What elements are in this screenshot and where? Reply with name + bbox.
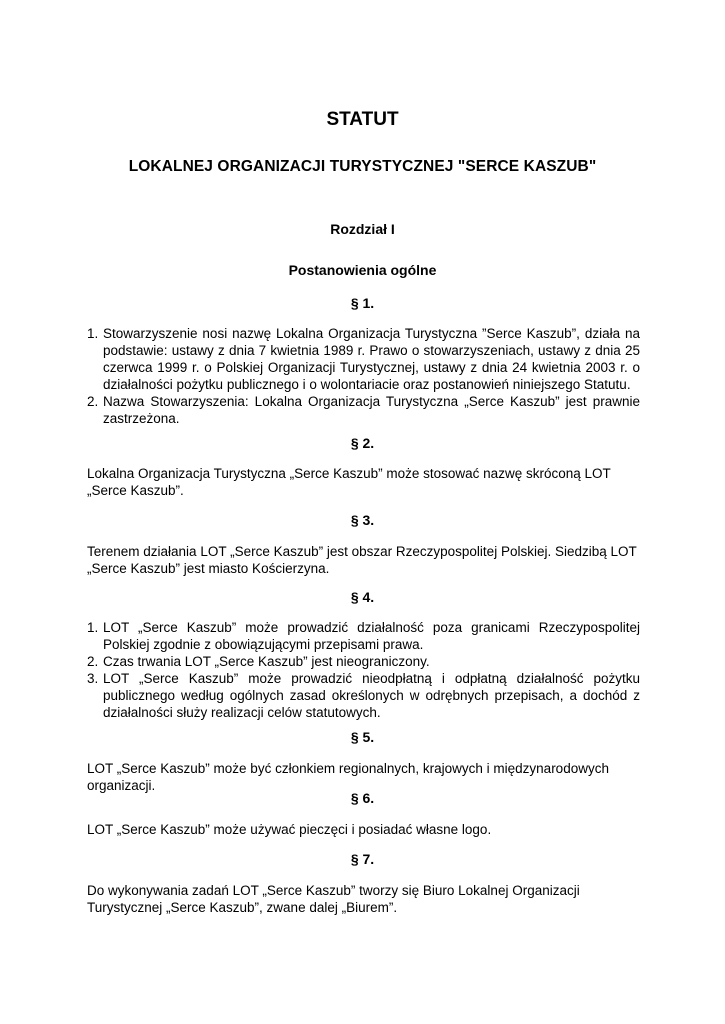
chapter-title: Postanowienia ogólne (288, 262, 437, 278)
section-2-text: Lokalna Organizacja Turystyczna „Serce Kaszub” może stosować nazwę skróconą LOT „Serce Kaszub”. (87, 466, 611, 498)
list-item-text: Czas trwania LOT „Serce Kaszub” jest nieograniczony. (103, 654, 430, 669)
section-heading-6: § 6. (350, 790, 375, 806)
list-item-text: Stowarzyszenie nosi nazwę Lokalna Organizacja Turystyczna ”Serce Kaszub”, działa na podstawie: ustawy z dnia 7 kwietnia 1989 r. Prawo o stowarzyszeniach, ustawy z dnia 25 czerwca 1999 r. o Polskiej Organizacji Turystycznej, ustawy z dnia 24 kwietnia 2003 r. o działalności pożytku publicznego i o wolontariacie oraz postanowień niniejszego Statutu. (103, 326, 640, 392)
document-subtitle: LOKALNEJ ORGANIZACJI TURYSTYCZNEJ "SERCE KASZUB" (128, 158, 597, 175)
section-1-list (87, 325, 640, 427)
section-3-text: Terenem działania LOT „Serce Kaszub” jest obszar Rzeczypospolitej Polskiej. Siedzibą LOT „Serce Kaszub” jest miasto Kościerzyna. (87, 544, 637, 576)
section-heading-7: § 7. (350, 851, 375, 867)
list-item-number: 3. (87, 671, 99, 686)
section-6-text: LOT „Serce Kaszub” może używać pieczęci i posiadać własne logo. (87, 822, 492, 837)
section-4-list (87, 619, 640, 721)
section-heading-4: § 4. (350, 589, 375, 605)
section-heading-2: § 2. (350, 435, 375, 451)
list-item (87, 325, 640, 393)
section-7-text: Do wykonywania zadań LOT „Serce Kaszub” tworzy się Biuro Lokalnej Organizacji Turystycznej „Serce Kaszub”, zwane dalej „Biurem”. (87, 883, 580, 915)
list-item-number: 2. (87, 654, 99, 669)
chapter-heading: Rozdział I (330, 221, 395, 237)
list-item (87, 619, 640, 653)
list-item (87, 670, 640, 721)
section-heading-5: § 5. (350, 729, 375, 745)
list-item-text: LOT „Serce Kaszub” może prowadzić nieodpłatną i odpłatną działalność pożytku publicznego według ogólnych zasad określonych w odrębnych przepisach, a dochód z działalności służy realizacji celów statutowych. (103, 671, 640, 720)
list-item-text: Nazwa Stowarzyszenia: Lokalna Organizacja Turystyczna „Serce Kaszub” jest prawnie zastrzeżona. (103, 394, 640, 426)
section-heading-1: § 1. (350, 295, 375, 311)
list-item-number: 2. (87, 394, 99, 409)
section-5-text: LOT „Serce Kaszub” może być członkiem regionalnych, krajowych i międzynarodowych organizacji. (87, 761, 609, 793)
list-item (87, 393, 640, 427)
list-item-number: 1. (87, 620, 99, 635)
list-item-text: LOT „Serce Kaszub” może prowadzić działalność poza granicami Rzeczypospolitej Polskiej zgodnie z obowiązującymi przepisami prawa. (103, 620, 640, 652)
document-title: STATUT (326, 109, 399, 130)
section-heading-3: § 3. (350, 512, 375, 528)
list-item-number: 1. (87, 326, 99, 341)
list-item (87, 653, 640, 670)
